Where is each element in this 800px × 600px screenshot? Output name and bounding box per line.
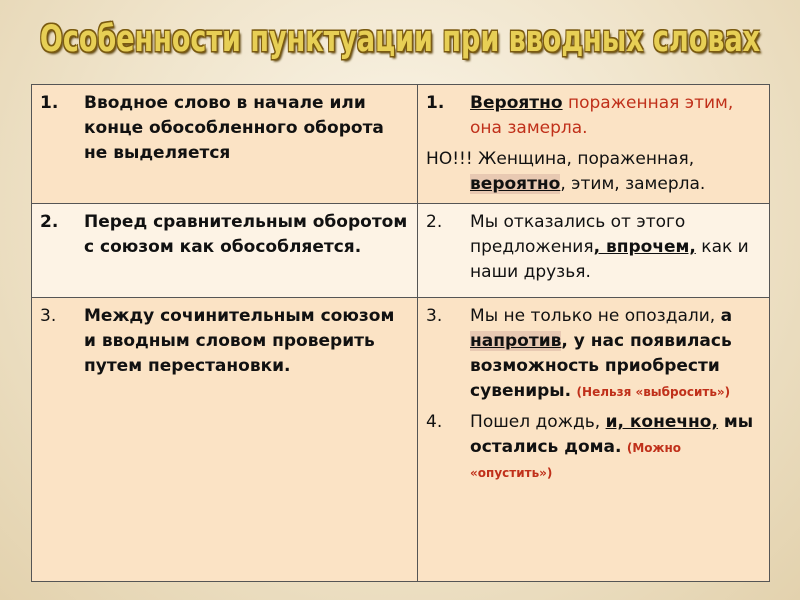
example-text: Пошел дождь, [470, 412, 606, 432]
but-rest: , этим, замерла. [560, 174, 706, 194]
example-text: пораженная этим, она замерла. [470, 93, 734, 138]
example-text: Мы отказались от этого предложения [470, 212, 686, 257]
example-text: Мы не только не опоздали, [470, 306, 721, 326]
example-number: 3. [426, 306, 443, 326]
rule-text: Между сочинительным союзом и вводным словом проверить путем перестановки. [84, 306, 395, 376]
table-row [32, 204, 770, 298]
example-text-after: как и наши друзья. [470, 237, 749, 282]
rule-text: Перед сравнительным оборотом с союзом как обособляется. [84, 212, 408, 257]
example-number: 2. [426, 212, 443, 232]
example-text-bold: , у нас появилась возможность приобрести сувениры. [470, 331, 732, 401]
example-intro-word: , впрочем, [593, 237, 696, 257]
example-number: 4. [426, 412, 443, 432]
example-intro-word: Вероятно [470, 93, 563, 113]
table-row [32, 85, 770, 204]
rule-text: Вводное слово в начале или конце обособленного оборота не выделяется [84, 93, 384, 163]
example-cell-2 [418, 204, 770, 298]
example-intro-word: напротив [470, 331, 562, 351]
example-cell-1 [418, 85, 770, 204]
punctuation-table [31, 84, 770, 582]
example-text-bold: мы остались дома. [470, 412, 754, 457]
but-prefix: НО!!! Женщина, пораженная, [426, 149, 695, 169]
slide-title: Особенности пунктуации при вводных словах [39, 18, 761, 61]
rule-cell-2 [32, 204, 418, 298]
rule-number: 1. [40, 93, 59, 113]
example-note: (Нельзя «выбросить») [576, 385, 731, 399]
example-cell-3 [418, 298, 770, 582]
rule-cell-1 [32, 85, 418, 204]
rule-cell-3 [32, 298, 418, 582]
example-number: 1. [426, 93, 445, 113]
example-conjunction: а [720, 306, 733, 326]
table-row [32, 298, 770, 582]
example-intro-word: и, конечно, [605, 412, 718, 432]
example-note: (Можно «опустить») [470, 441, 682, 480]
but-intro-word: вероятно [470, 174, 561, 194]
rule-number: 3. [40, 306, 57, 326]
rule-number: 2. [40, 212, 59, 232]
